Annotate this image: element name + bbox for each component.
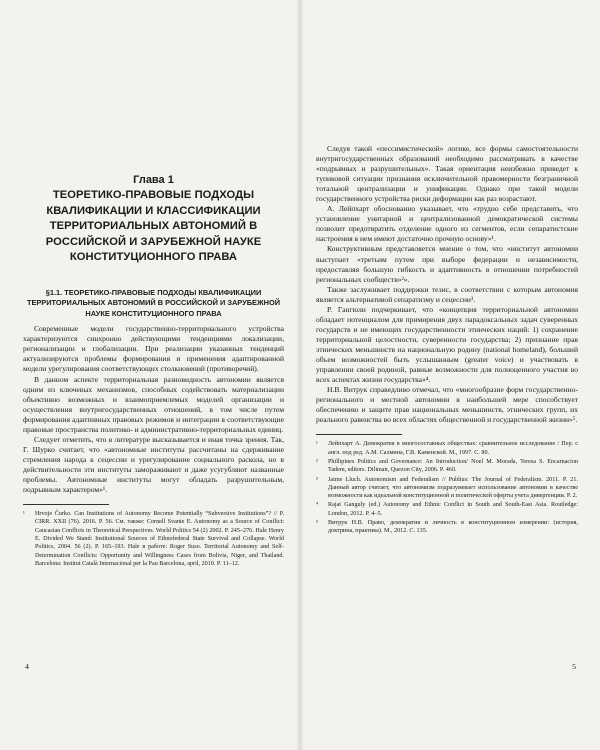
footnote-number: ¹	[316, 441, 318, 448]
footnote	[23, 510, 284, 568]
paragraph: Современные модели государственно-территориального устройства характеризуются синхронно действующими тенденциями локализации, регионализации и глобализации. При реализации указанных тенденций актуализируются проблемы формирования и применения адаптированной модели урегулирования соответствующих столкновений (противоречий).	[23, 324, 284, 374]
right-footnotes	[316, 440, 578, 535]
chapter-label: Глава 1	[133, 174, 174, 186]
paragraph: Следуя такой «пессимистической» логике, все формы самостоятельности внутригосударственных образований необходимо рассматривать в качестве «подрывных и разрушительных». Такая ориентация неизбежно приведет к тупиковой ситуации признания исключительной правомерности безграничной тотальной централизации и унификации. Однако при такой модели государственного устройства риски деформации как раз возрастают.	[316, 144, 578, 204]
footnote-text: Hrvoje Čurko. Can Institutions of Autonomy Become Potentially “Subversive Institutions”? // P. CIRR. XXII (76). 2016. P. 56. См. также: Cornell Svante E. Autonomy as a Source of Conflict: Caucasian Conflicts in Theoretical Perspectives. World Politics 54 (2) 2002. P. 245–276. Hale Henry E. Divided We Stand: Institutional Sources of Ethnofederal State Survival and Collapse. World Politics, 2004. 56 (2). P. 165–193. Hale в работе: Roger Suso. Territorial Autonomy and Self-Determination Conflicts: Opportunity and Willingness Cases from Bolivia, Niger, and Thailand. Barcelona: Institut Català Internacional per la Pau Barcelona, april, 2010. P. 11–12.	[35, 511, 284, 567]
footnote	[316, 476, 578, 501]
footnote-number: ³	[316, 476, 318, 483]
section-title: §1.1. ТЕОРЕТИКО-ПРАВОВЫЕ ПОДХОДЫ КВАЛИФИКАЦИИ ТЕРРИТОРИАЛЬНЫХ АВТОНОМИЙ В РОССИЙСКОЙ И ЗАРУБЕЖНОЙ НАУКЕ КОНСТИТУЦИОННОГО ПРАВА	[26, 287, 281, 318]
left-footnotes	[23, 510, 284, 568]
left-page	[0, 0, 298, 750]
chapter-title: ТЕОРЕТИКО-ПРАВОВЫЕ ПОДХОДЫ КВАЛИФИКАЦИИ И КЛАССИФИКАЦИИ ТЕРРИТОРИАЛЬНЫХ АВТОНОМИЙ В РОССИЙСКОЙ И ЗАРУБЕЖНОЙ НАУКЕ КОНСТИТУЦИОННОГО ПРАВА	[45, 189, 262, 263]
paragraph: Следует отметить, что в литературе высказывается и иная точка зрения. Так, Г. Шурко считает, что «автономные институты рассчитаны на сдерживание стремления народа к сецессии и урегулирование социального раскола, но в действительности эти институты замораживают и даже усугубляют названные проблемы. Автономные институты могут обладать разрушительным, подрывным характером»¹.	[23, 434, 284, 495]
right-page	[302, 0, 600, 750]
footnote-number: ⁴	[316, 502, 319, 509]
footnote-text: Лейпхарт А. Демократия в многосоставных обществах: сравнительное исследование / Пер. с англ. под ред. А.М. Салмина, Г.В. Каменской. М., 1997. С. 80.	[328, 441, 578, 456]
paragraph: Р. Гангюли подчеркивает, что «концепция территориальной автономии обладает потенциалом для примирения двух парадоксальных задач суверенных государств и не имеющих государственности этнических наций: 1) сохранение территориальной целостности, суверенности государства; 2) признание прав этнических меньшинств на национальную родину (national homeland), больший объем возможностей быть услышанным (greater voice) и участвовать в управлении своей родиной, равные возможности для полноценного участия во всех аспектах жизни государства»⁴.	[316, 304, 578, 385]
footnote-text: Jaime Lluch. Autonomism and Federalism // Publius: The Journal of Federalism. 2011. P. 21. Данный автор считает, что автономизм подразумевает использование автономии в качестве возможности как идеальной конституционной и политической оферты учета дивергенции. P. 2.	[328, 476, 578, 500]
paragraph: А. Лейпхарт обоснованно указывает, что «трудно себе представить, что установление унитарной и централизованной демократической системы позволит предотвратить отделение одного из сегментов, если сепаратистские настроения в нем имеют достаточно прочную основу»¹.	[316, 204, 578, 244]
paragraph: Н.В. Витрук справедливо отмечал, что «многообразие форм государственно-регионального и местной автономии в наибольшей мере способствует обеспечению и защите прав национальных меньшинств, этнических групп, их реального равенства во всех областях общественной и государственной жизни»⁵.	[316, 385, 578, 425]
paragraph: В данном аспекте территориальная разновидность автономии является одним из ключевых механизмов, способных содействовать материализации объективно возможных и взаимоприемлемых моделей организации и осуществления внутригосударственных отношений, в том числе путем формирования адаптивных правовых режимов и интеграции в соответствующие правовые пространства политико- и административно-территориальных единиц.	[23, 374, 284, 434]
footnote-text: Phillipines Politics and Governance: An Introduction/ Noel M. Morada, Teresa S. Encarnacion Tadem, editors. Diliman, Quezon City, 2006. P. 460.	[328, 458, 578, 474]
footnote	[316, 440, 578, 457]
paragraph: Конструктивным представляется мнение о том, что «институт автономии выступает «третьим путем при выборе федерации и независимости, предоставляя большую гибкость и адаптивность в отношении потребностей региональных сообществ»²».	[316, 244, 578, 284]
footnote	[316, 458, 578, 475]
footnote-divider	[316, 434, 402, 435]
footnote-number: ⁵	[316, 519, 319, 526]
footnote-number: ²	[316, 458, 318, 465]
page-number-left: 4	[25, 662, 29, 671]
right-body-text	[316, 144, 578, 425]
paragraph: Также заслуживает поддержки тезис, в соответствии с которым автономия является альтернативой сепаратизму и сецессии³.	[316, 284, 578, 304]
footnote-text: Витрук Н.В. Право, демократия и личность в конституционном измерении: (история, доктрина, практика). М., 2012. С. 135.	[328, 519, 578, 535]
left-body-text	[23, 324, 284, 495]
footnote	[316, 519, 578, 536]
footnote	[316, 501, 578, 518]
footnote-divider	[23, 504, 109, 505]
page-number-right: 5	[572, 662, 576, 671]
footnote-text: Rajat Ganguly (ed.) Autonomy and Ethnic Conflict in South and South-East Asia. Routledge: London, 2012. P. 4–5.	[328, 502, 578, 517]
footnote-number: ¹	[23, 511, 25, 518]
